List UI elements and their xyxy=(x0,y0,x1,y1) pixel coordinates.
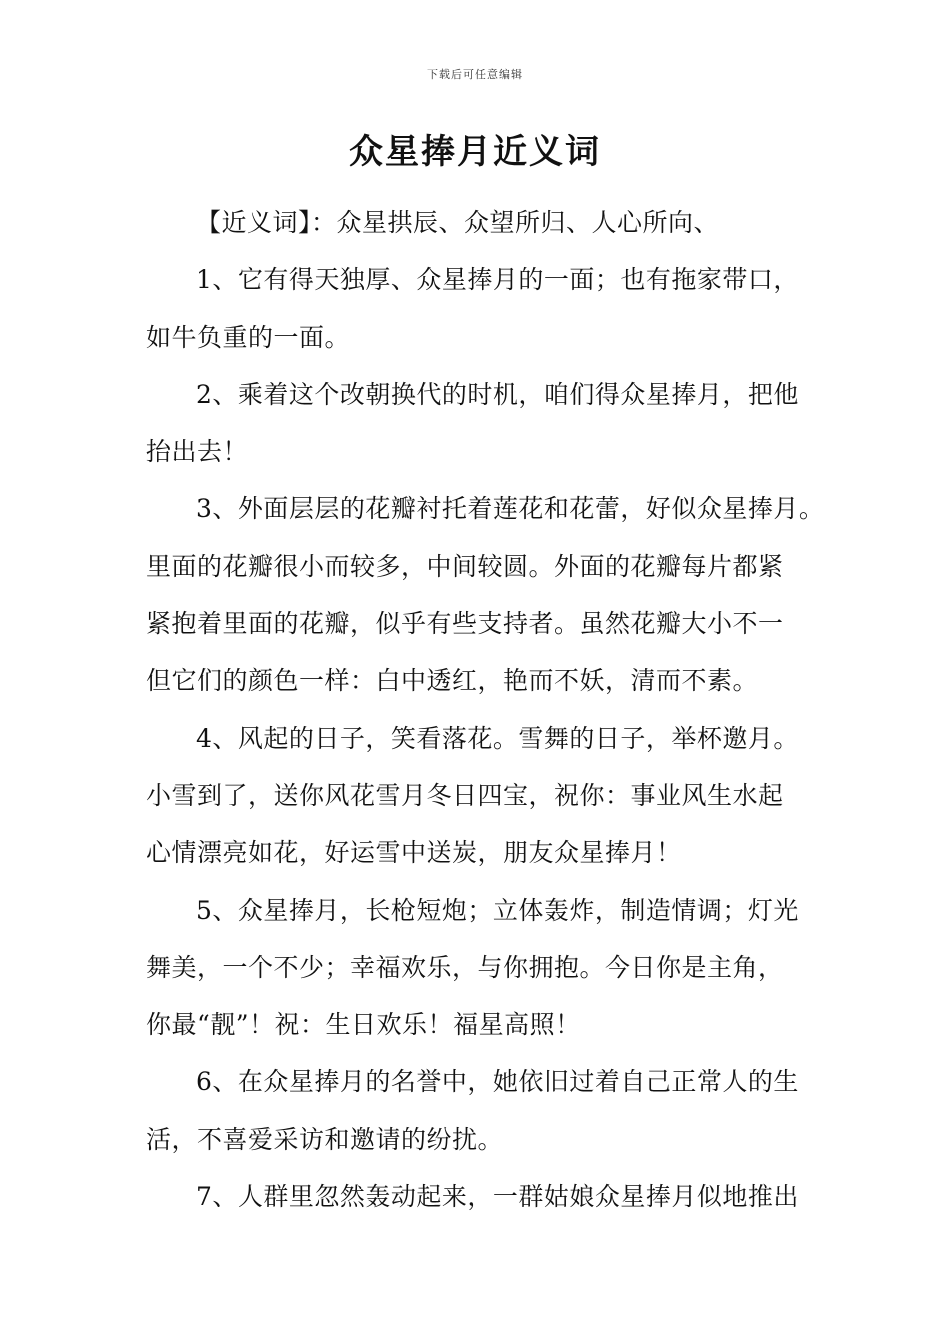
text-line: 2、乘着这个改朝换代的时机，咱们得众星捧月，把他 xyxy=(196,379,799,409)
text-line: 5、众星捧月，长枪短炮；立体轰炸，制造情调；灯光 xyxy=(196,895,799,925)
text-line: 4、风起的日子，笑看落花。雪舞的日子，举杯邀月。 xyxy=(196,723,799,753)
document-title: 众星捧月近义词 xyxy=(349,132,601,172)
text-line: 小雪到了，送你风花雪月冬日四宝，祝你：事业风生水起 xyxy=(146,780,784,810)
text-line: 抬出去！ xyxy=(146,437,249,467)
text-line: 6、在众星捧月的名誉中，她依旧过着自己正常人的生 xyxy=(196,1067,799,1097)
text-line: 舞美，一个不少；幸福欢乐，与你拥抱。今日你是主角， xyxy=(146,952,784,982)
text-line: 7、人群里忽然轰动起来，一群姑娘众星捧月似地推出 xyxy=(196,1182,799,1212)
text-line: 里面的花瓣很小而较多，中间较圆。外面的花瓣每片都紧 xyxy=(146,551,784,581)
text-line: 活，不喜爱采访和邀请的纷扰。 xyxy=(146,1124,504,1154)
document-body xyxy=(146,194,826,1225)
text-line: 【近义词】：众星拱辰、众望所归、人心所向、 xyxy=(196,208,720,237)
text-line: 1、它有得天独厚、众星捧月的一面；也有拖家带口， xyxy=(196,265,799,295)
text-line: 但它们的颜色一样：白中透红，艳而不妖，清而不素。 xyxy=(146,666,759,696)
text-line: 紧抱着里面的花瓣，似乎有些支持者。虽然花瓣大小不一 xyxy=(146,609,784,639)
text-line: 你最“靓”！祝：生日欢乐！福星高照！ xyxy=(146,1010,581,1040)
header-note: 下载后可任意编辑 xyxy=(427,68,523,81)
text-line: 3、外面层层的花瓣衬托着莲花和花蕾，好似众星捧月。 xyxy=(196,494,825,524)
text-line: 心情漂亮如花，好运雪中送炭，朋友众星捧月！ xyxy=(146,838,682,868)
text-line: 如牛负重的一面。 xyxy=(146,322,351,352)
